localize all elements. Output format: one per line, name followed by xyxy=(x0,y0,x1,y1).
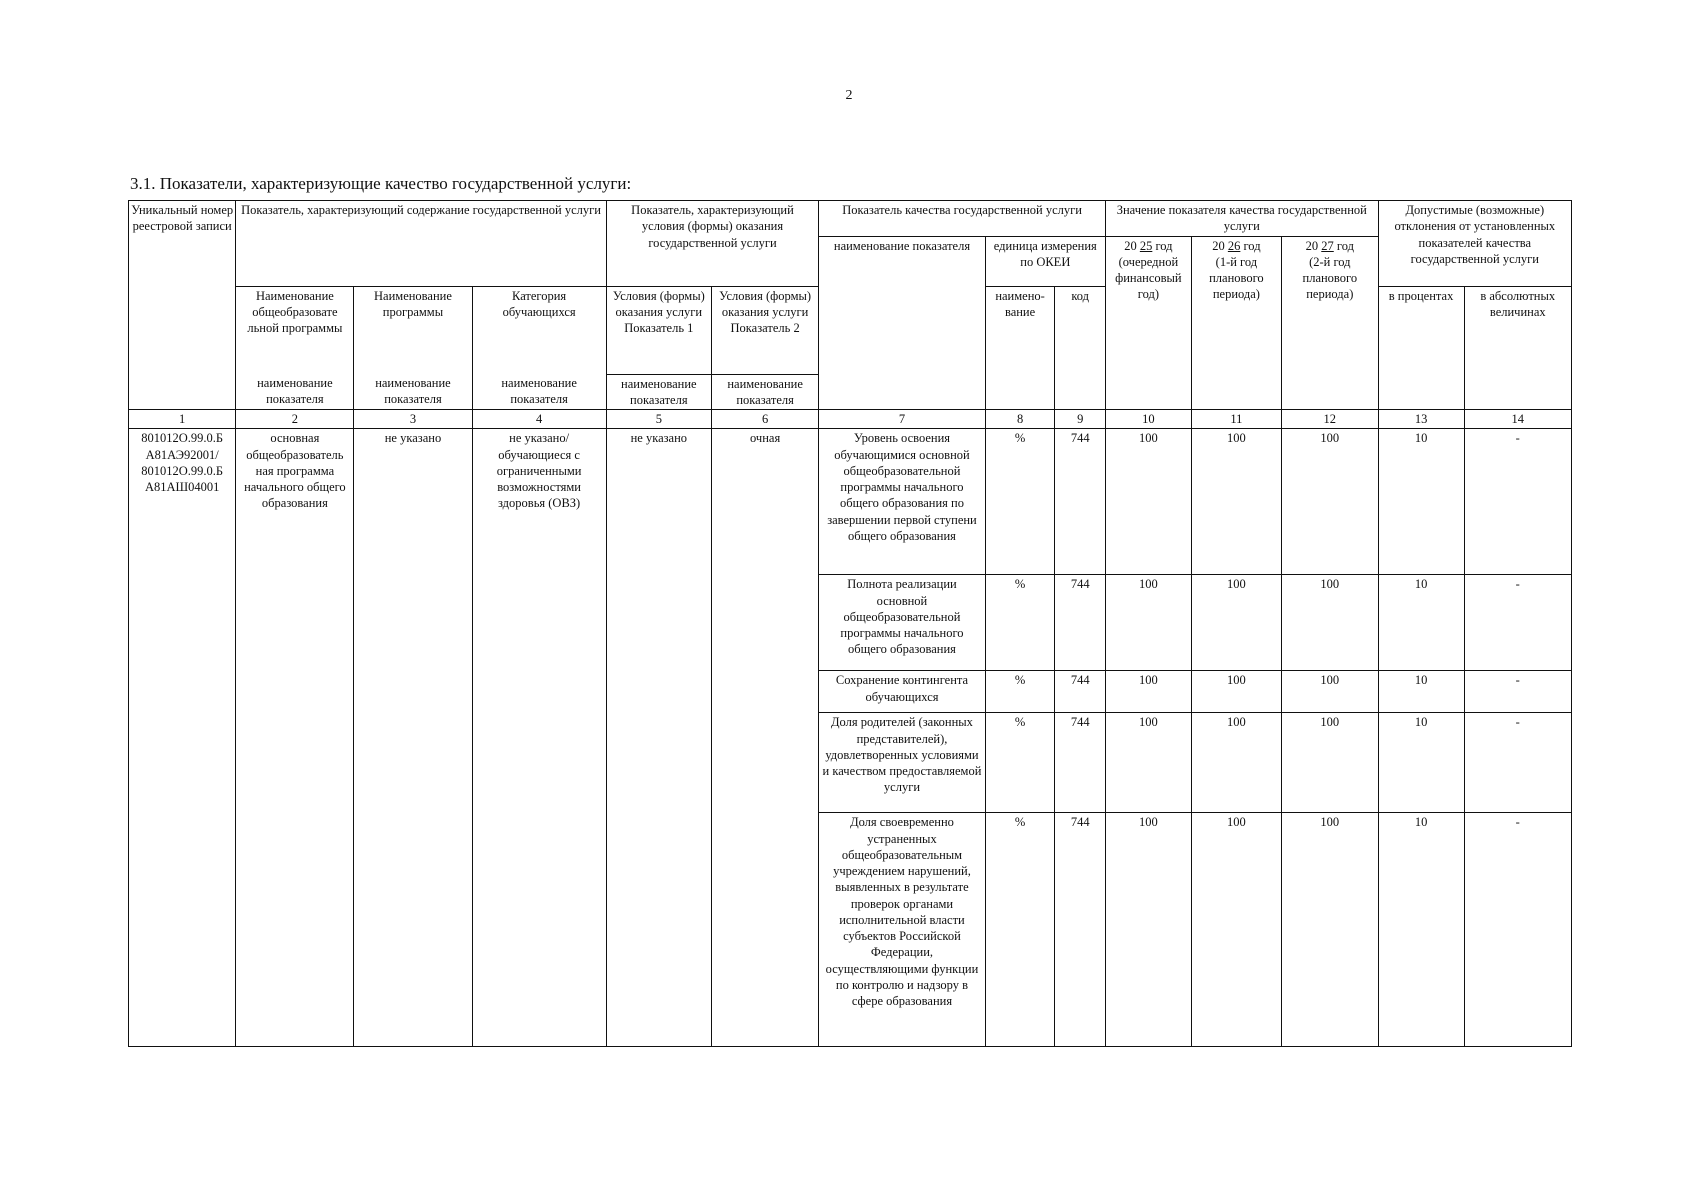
year-2-suffix: год xyxy=(1243,238,1261,253)
header-col3-title: Наименование программы xyxy=(354,286,472,374)
indicator-code: 744 xyxy=(1055,429,1105,575)
indicator-dev-absolute: - xyxy=(1464,813,1572,1047)
header-col4-indicator: наименование показателя xyxy=(472,374,606,410)
year-3-prefix: 20 xyxy=(1305,238,1319,253)
column-number: 6 xyxy=(711,410,818,429)
header-year-3 xyxy=(1281,236,1378,410)
indicator-year-1: 100 xyxy=(1105,429,1191,575)
header-conditions-group: Показатель, характеризующий условия (формы) оказания государственной услуги xyxy=(606,201,819,287)
indicator-unit: % xyxy=(985,813,1055,1047)
indicator-unit: % xyxy=(985,429,1055,575)
section-title: 3.1. Показатели, характеризующие качество государственной услуги: xyxy=(130,174,632,193)
indicator-year-2: 100 xyxy=(1191,429,1281,575)
header-col2-indicator: наименование показателя xyxy=(236,374,354,410)
indicator-year-1: 100 xyxy=(1105,671,1191,713)
header-unit-group: единица измерения по ОКЕИ xyxy=(985,236,1105,286)
column-number: 1 xyxy=(129,410,236,429)
column-number: 11 xyxy=(1191,410,1281,429)
year-1-value: 25 xyxy=(1139,238,1153,253)
indicator-dev-absolute: - xyxy=(1464,429,1572,575)
column-number: 3 xyxy=(354,410,472,429)
year-3-value: 27 xyxy=(1321,238,1334,253)
indicator-name: Сохранение контингента обучающихся xyxy=(819,671,985,713)
header-quality-name: наименование показателя xyxy=(819,236,985,410)
header-content-group: Показатель, характеризующий содержание государственной услуги xyxy=(236,201,606,287)
indicator-year-1: 100 xyxy=(1105,713,1191,813)
column-number: 9 xyxy=(1055,410,1105,429)
header-deviation-group: Допустимые (возможные) отклонения от установленных показателей качества государственной услуги xyxy=(1378,201,1571,287)
indicator-year-3: 100 xyxy=(1281,813,1378,1047)
record-program: основная общеобразователь ная программа начального общего образования xyxy=(236,429,354,1047)
column-number: 5 xyxy=(606,410,711,429)
header-unit-name: наимено-вание xyxy=(985,286,1055,410)
column-numbers-row xyxy=(129,410,1572,429)
header-quality-group: Показатель качества государственной услуги xyxy=(819,201,1106,237)
column-number: 8 xyxy=(985,410,1055,429)
header-col2-title: Наименование общеобразовате льной программы xyxy=(236,286,354,374)
column-number: 2 xyxy=(236,410,354,429)
indicator-code: 744 xyxy=(1055,671,1105,713)
header-col3-indicator: наименование показателя xyxy=(354,374,472,410)
indicator-name: Полнота реализации основной общеобразовательной программы начального общего образования xyxy=(819,575,985,671)
header-unit-code: код xyxy=(1055,286,1105,410)
header-col4-title: Категория обучающихся xyxy=(472,286,606,374)
header-dev-percent: в процентах xyxy=(1378,286,1464,410)
header-col6-title: Условия (формы) оказания услуги Показатель 2 xyxy=(711,286,818,374)
indicator-dev-percent: 10 xyxy=(1378,671,1464,713)
indicator-year-3: 100 xyxy=(1281,713,1378,813)
column-number: 13 xyxy=(1378,410,1464,429)
header-unique-number: Уникальный номер реестровой записи xyxy=(129,201,236,410)
column-number: 10 xyxy=(1105,410,1191,429)
indicator-dev-percent: 10 xyxy=(1378,575,1464,671)
indicator-name: Доля родителей (законных представителей), удовлетворенных условиями и качеством предоставляемой услуги xyxy=(819,713,985,813)
column-number: 14 xyxy=(1464,410,1572,429)
record-condition-2: очная xyxy=(711,429,818,1047)
record-category: не указано/ обучающиеся с ограниченными возможностями здоровья (ОВЗ) xyxy=(472,429,606,1047)
year-1-suffix: год xyxy=(1155,238,1173,253)
indicator-dev-absolute: - xyxy=(1464,575,1572,671)
header-col6-indicator: наименование показателя xyxy=(711,374,818,410)
indicator-year-3: 100 xyxy=(1281,429,1378,575)
indicator-dev-absolute: - xyxy=(1464,713,1572,813)
column-number: 4 xyxy=(472,410,606,429)
indicator-year-2: 100 xyxy=(1191,713,1281,813)
indicator-year-2: 100 xyxy=(1191,813,1281,1047)
indicator-code: 744 xyxy=(1055,813,1105,1047)
indicator-unit: % xyxy=(985,713,1055,813)
year-1-note: (очередной финансовый год) xyxy=(1115,254,1182,302)
indicator-dev-absolute: - xyxy=(1464,671,1572,713)
quality-indicators-table xyxy=(128,200,1572,1047)
indicator-dev-percent: 10 xyxy=(1378,429,1464,575)
indicator-year-1: 100 xyxy=(1105,813,1191,1047)
year-3-suffix: год xyxy=(1336,238,1354,253)
year-3-note: (2-й год планового периода) xyxy=(1302,254,1358,302)
header-col5-title: Условия (формы) оказания услуги Показатель 1 xyxy=(606,286,711,374)
indicator-dev-percent: 10 xyxy=(1378,813,1464,1047)
indicator-year-3: 100 xyxy=(1281,671,1378,713)
indicator-year-2: 100 xyxy=(1191,575,1281,671)
record-program-name: не указано xyxy=(354,429,472,1047)
indicator-unit: % xyxy=(985,671,1055,713)
indicator-year-1: 100 xyxy=(1105,575,1191,671)
header-year-2 xyxy=(1191,236,1281,410)
indicator-year-2: 100 xyxy=(1191,671,1281,713)
page-number: 2 xyxy=(845,88,853,103)
indicator-code: 744 xyxy=(1055,575,1105,671)
header-col5-indicator: наименование показателя xyxy=(606,374,711,410)
indicator-unit: % xyxy=(985,575,1055,671)
indicator-code: 744 xyxy=(1055,713,1105,813)
header-value-group: Значение показателя качества государственной услуги xyxy=(1105,201,1378,237)
record-unique-number: 801012О.99.0.Б А81АЭ92001/ 801012О.99.0.Б А81АШ04001 xyxy=(129,429,236,1047)
header-row-1 xyxy=(129,201,1572,237)
header-year-1 xyxy=(1105,236,1191,410)
indicator-name: Доля своевременно устраненных общеобразовательным учреждением нарушений, выявленных в результате проверок органами исполнительной власти субъектов Российской Федерации, осуществляющими функции по контролю и надзору в сфере образования xyxy=(819,813,985,1047)
indicator-name: Уровень освоения обучающимися основной общеобразовательной программы начального общего образования по завершении первой ступени общего образования xyxy=(819,429,985,575)
year-2-value: 26 xyxy=(1227,238,1241,253)
year-2-prefix: 20 xyxy=(1212,238,1225,253)
indicator-year-3: 100 xyxy=(1281,575,1378,671)
year-2-note: (1-й год планового периода) xyxy=(1209,254,1264,302)
table-row xyxy=(129,429,1572,575)
column-number: 7 xyxy=(819,410,985,429)
column-number: 12 xyxy=(1281,410,1378,429)
year-1-prefix: 20 xyxy=(1124,238,1137,253)
header-dev-absolute: в абсолютных величинах xyxy=(1464,286,1572,410)
record-condition-1: не указано xyxy=(606,429,711,1047)
indicator-dev-percent: 10 xyxy=(1378,713,1464,813)
